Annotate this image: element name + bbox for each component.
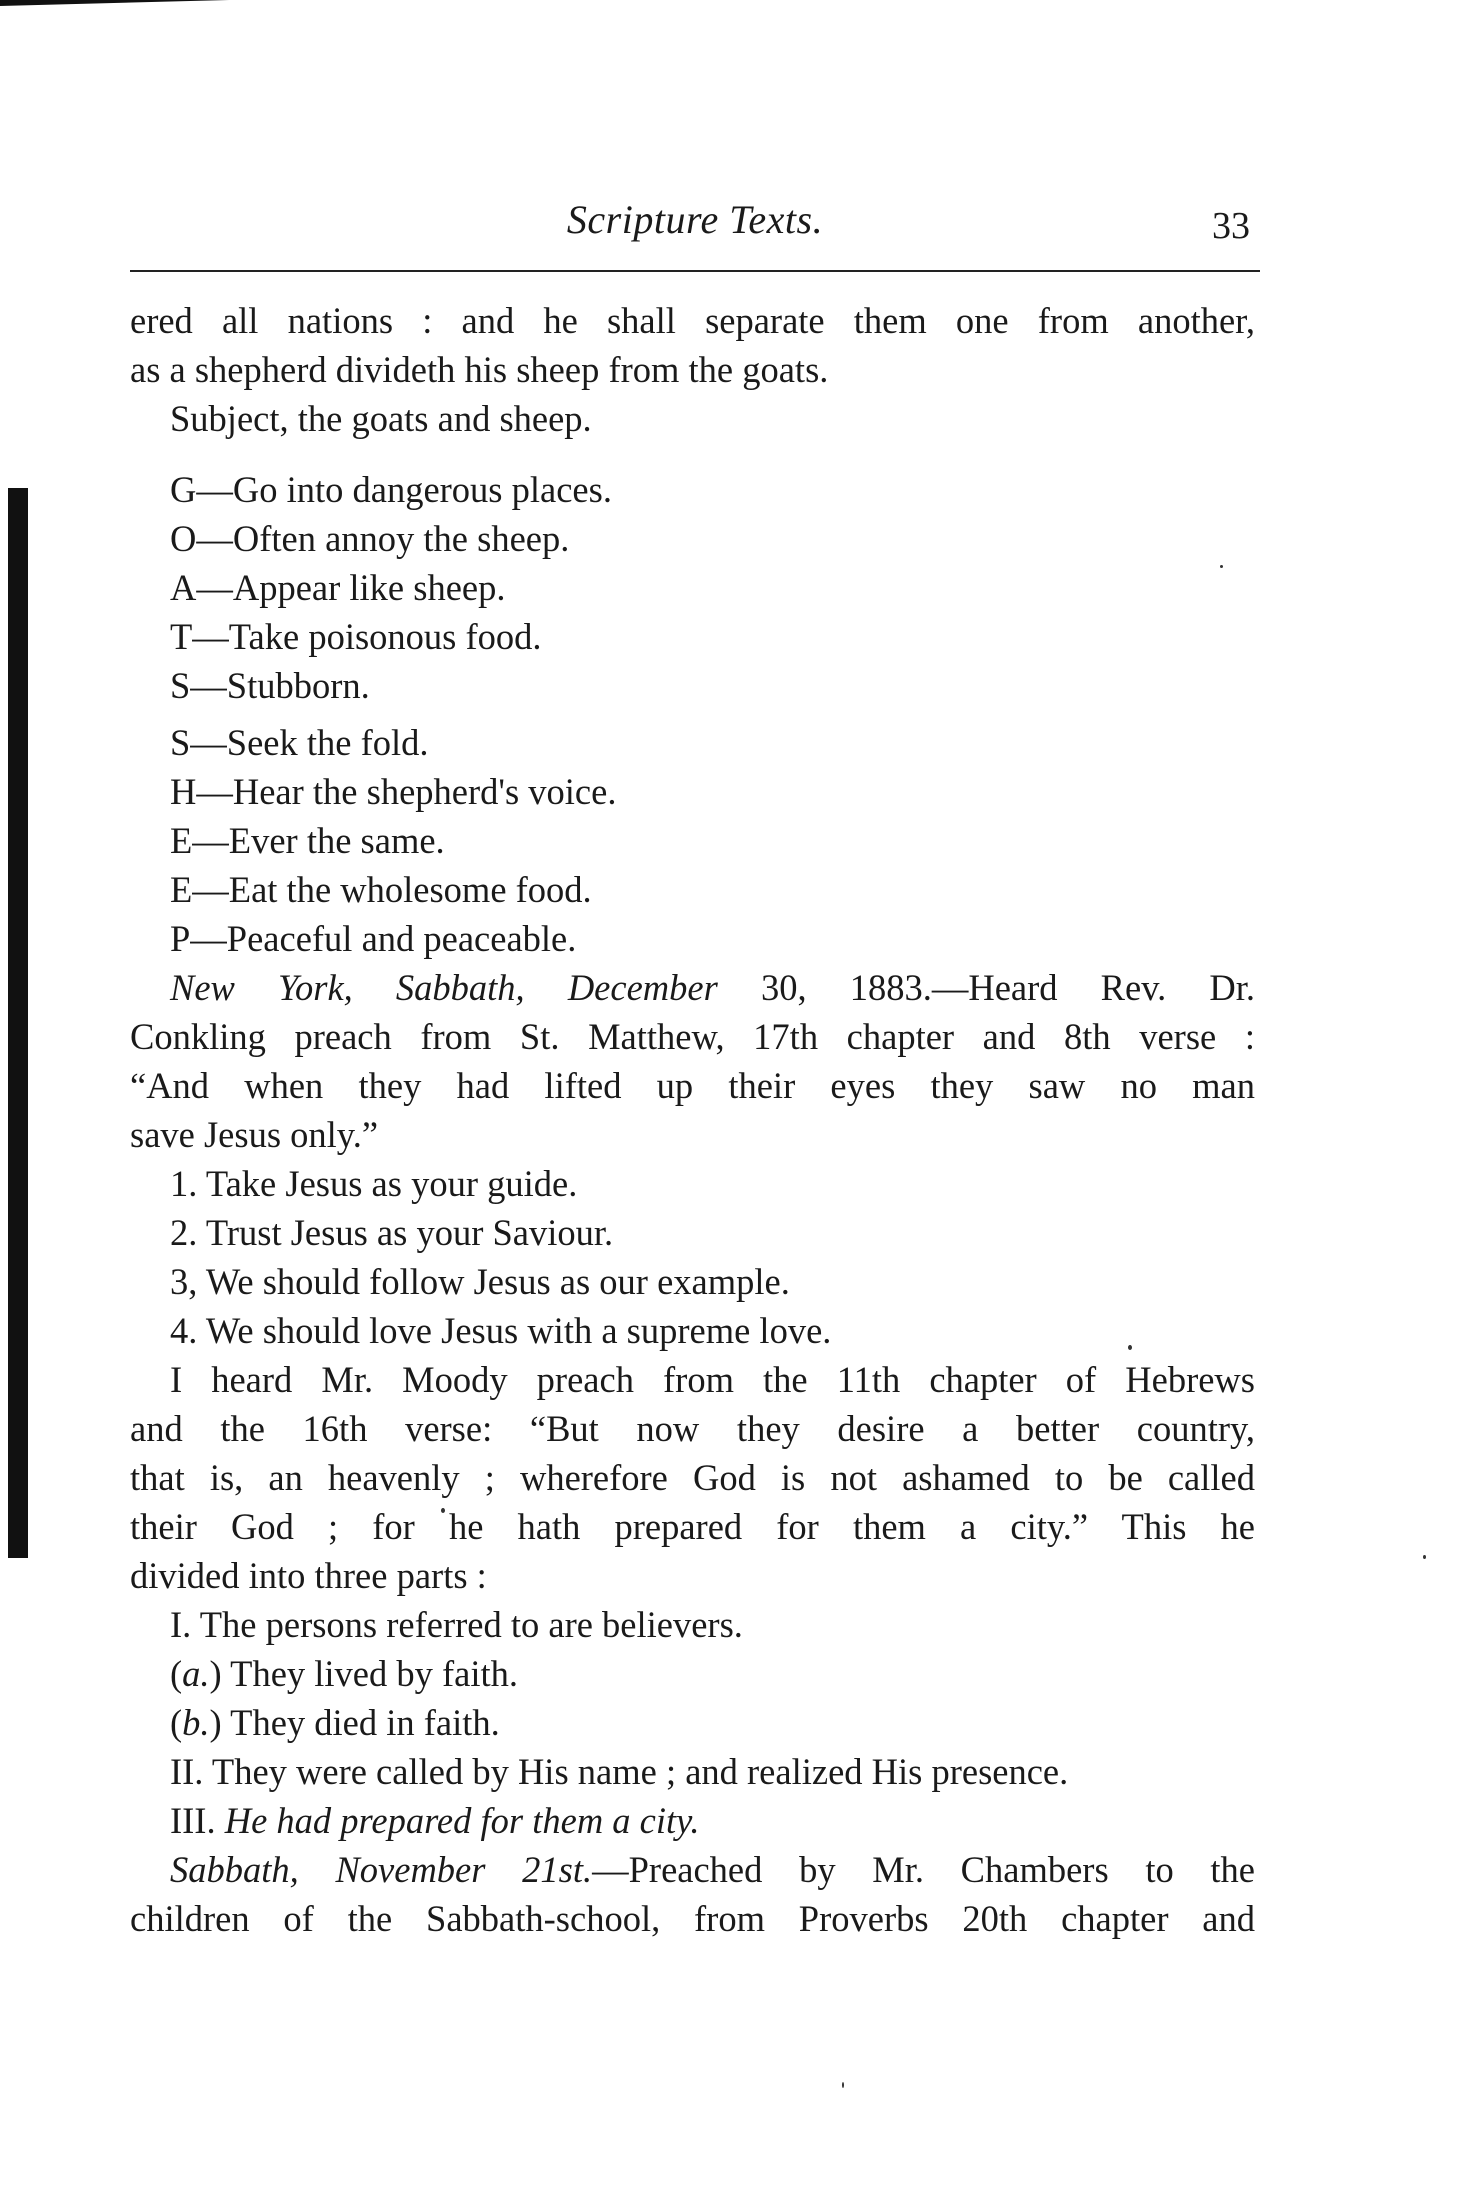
acrostic-line: P—Peaceful and peaceable. [170,918,577,959]
acrostic-line: O—Often annoy the sheep. [170,518,570,559]
sermon-point: 1. Take Jesus as your guide. [170,1163,578,1204]
header-rule [130,270,1260,272]
moody-entry [130,1355,1255,1845]
page-number: 33 [1212,205,1250,247]
text-line: save Jesus only.” [130,1114,379,1155]
acrostic-line: A—Appear like sheep. [170,567,506,608]
text-line: as a shepherd divideth his sheep from the goats. [130,349,829,390]
sermon-subpoint: (b.) They died in faith. [170,1702,500,1743]
sermon-point [130,1796,1255,1845]
scan-edge-mark-left [8,488,28,1558]
text-line: that is, an heavenly ; wherefore God is not ashamed to be called [130,1457,1255,1498]
sermon-point: 4. We should love Jesus with a supreme love. [170,1310,832,1351]
point-italic: He had prepared for them a city. [224,1800,700,1841]
body-text [130,296,1255,1943]
entry-date-italic: Sabbath, November 21st. [170,1849,593,1890]
running-head: Scripture Texts. [566,197,824,242]
sermon-point: I. The persons referred to are believers. [170,1604,743,1645]
subject-line: Subject, the goats and sheep. [170,398,592,439]
entry-dateline [130,1845,1255,1894]
entry-date-rest: 30, 1883.—Heard Rev. Dr. [717,967,1255,1008]
text-line: children of the Sabbath-school, from Proverbs 20th chapter and [130,1898,1255,1939]
page-header [130,196,1260,256]
text-line: Conkling preach from St. Matthew, 17th chapter and 8th verse : [130,1016,1255,1057]
text-line: I heard Mr. Moody preach from the 11th chapter of Hebrews [170,1359,1255,1400]
sermon-subpoint: (a.) They lived by faith. [170,1653,519,1694]
sermon-point: 2. Trust Jesus as your Saviour. [170,1212,614,1253]
ink-speck [1423,1555,1426,1559]
text-line: “And when they had lifted up their eyes they saw no man [130,1065,1255,1106]
sermon-point: 3, We should follow Jesus as our example. [170,1261,790,1302]
text-line: their God ; for he hath prepared for them a city.” This he [130,1506,1255,1547]
entry-date-rest: —Preached by Mr. Chambers to the [592,1849,1255,1890]
entry-dateline [130,963,1255,1012]
acrostic-line: T—Take poisonous food. [170,616,542,657]
conkling-entry [130,963,1255,1355]
acrostic-line: G—Go into dangerous places. [170,469,612,510]
sermon-point: II. They were called by His name ; and realized His presence. [170,1751,1069,1792]
entry-date-italic: New York, Sabbath, December [170,967,718,1008]
subpoint-text: They died in faith. [221,1702,500,1743]
chambers-entry [130,1845,1255,1943]
text-line: ered all nations : and he shall separate them one from another, [130,300,1255,341]
subpoint-text: They lived by faith. [221,1653,519,1694]
text-line: divided into three parts : [130,1555,487,1596]
acrostic-line: S—Seek the fold. [170,722,429,763]
sheep-acrostic [130,718,1255,963]
acrostic-line: H—Hear the shepherd's voice. [170,771,617,812]
acrostic-line: S—Stubborn. [170,665,370,706]
acrostic-line: E—Ever the same. [170,820,445,861]
text-line: and the 16th verse: “But now they desire a better country, [130,1408,1255,1449]
goats-acrostic [130,465,1255,710]
ink-speck [842,2082,844,2088]
point-label: III. [170,1800,225,1841]
subpoint-label: b. [182,1702,210,1743]
acrostic-line: E—Eat the wholesome food. [170,869,592,910]
scan-edge-mark-top [0,0,230,6]
subpoint-label: a. [182,1653,210,1694]
